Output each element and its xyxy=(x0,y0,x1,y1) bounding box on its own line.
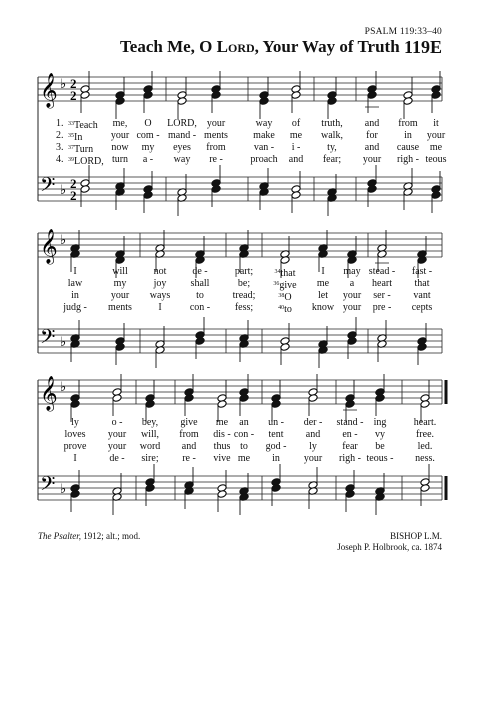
lyric-syllable: fear xyxy=(342,441,358,452)
note-head xyxy=(375,487,385,496)
lyric-syllable: ly xyxy=(309,441,317,452)
note-head xyxy=(377,250,387,259)
note-head xyxy=(145,394,155,403)
lyric-syllable: re - xyxy=(182,453,196,464)
note-head xyxy=(327,194,337,203)
note-head xyxy=(217,394,227,403)
lyric-syllable: let xyxy=(318,290,328,301)
lyric-syllable: joy xyxy=(153,278,167,289)
note-head xyxy=(377,244,387,253)
note-head xyxy=(345,400,355,409)
note-head xyxy=(367,179,377,188)
bass-clef-icon: 𝄢 xyxy=(40,325,56,353)
lyrics-block xyxy=(0,417,480,465)
note-head xyxy=(80,179,90,188)
lyric-syllable: to xyxy=(240,441,248,452)
lyric-syllable: for xyxy=(366,130,378,141)
note-head xyxy=(403,97,413,106)
lyric-syllable: will, xyxy=(140,429,160,440)
verse-number: 3. xyxy=(56,142,64,153)
note-head xyxy=(217,400,227,409)
note-head xyxy=(155,250,165,259)
lyric-syllable: vy xyxy=(375,429,385,440)
note-head xyxy=(345,484,355,493)
note-head xyxy=(70,490,80,499)
note-head xyxy=(291,91,301,100)
lyric-syllable: tread; xyxy=(232,290,256,301)
lyric-syllable: ness. xyxy=(415,453,435,464)
note-head xyxy=(80,185,90,194)
lyric-syllable: and xyxy=(364,118,380,129)
lyric-syllable: prove xyxy=(63,441,87,452)
lyric-syllable: me xyxy=(215,417,229,428)
note-head xyxy=(177,91,187,100)
lyric-syllable: truth, xyxy=(321,118,343,129)
lyric-syllable: be; xyxy=(237,278,251,289)
lyric-syllable: my xyxy=(141,142,155,153)
note-head xyxy=(431,85,441,94)
note-head xyxy=(318,346,328,355)
note-head xyxy=(184,388,194,397)
note-head xyxy=(115,250,125,259)
title-lord: Lord xyxy=(216,37,255,56)
note-head xyxy=(308,481,318,490)
note-head xyxy=(259,97,269,106)
note-head xyxy=(327,91,337,100)
lyric-syllable: teous xyxy=(425,154,447,165)
note-head xyxy=(420,400,430,409)
lyric-syllable: heart. xyxy=(413,417,437,428)
note-head xyxy=(143,185,153,194)
note-head xyxy=(115,97,125,106)
lyric-syllable: make xyxy=(253,130,275,141)
lyric-syllable: it xyxy=(433,118,439,129)
lyric-syllable: vive xyxy=(213,453,231,464)
note-head xyxy=(239,250,249,259)
note-head xyxy=(280,337,290,346)
time-signature: 2 xyxy=(70,188,77,203)
note-head xyxy=(239,334,249,343)
note-head xyxy=(115,337,125,346)
note-head xyxy=(112,487,122,496)
lyrics-block xyxy=(0,266,480,314)
note-head xyxy=(403,188,413,197)
lyric-syllable: a xyxy=(349,278,355,289)
time-signature: 2 xyxy=(70,76,77,91)
note-head xyxy=(195,256,205,265)
lyric-syllable: way xyxy=(255,118,273,129)
note-head xyxy=(318,340,328,349)
bass-clef-icon: 𝄢 xyxy=(40,173,56,201)
lyric-syllable: free. xyxy=(415,429,435,440)
lyric-syllable: may xyxy=(343,266,361,277)
note-head xyxy=(347,250,357,259)
flat-icon: ♭ xyxy=(60,482,67,497)
note-head xyxy=(271,484,281,493)
scripture-verse-number: 35 xyxy=(68,133,74,139)
lyric-syllable: teous - xyxy=(366,453,394,464)
note-head xyxy=(375,394,385,403)
lyric-syllable: law xyxy=(67,278,83,289)
lyric-text: Teach xyxy=(74,120,98,131)
lyric-syllable: I xyxy=(73,453,77,464)
lyric-syllable: and xyxy=(181,441,197,452)
lyric-syllable: in xyxy=(71,290,79,301)
note-head xyxy=(431,185,441,194)
lyric-syllable: fast - xyxy=(411,266,433,277)
lyric-syllable: stand - xyxy=(336,417,364,428)
note-head xyxy=(420,478,430,487)
lyric-syllable: your xyxy=(110,130,130,141)
note-head xyxy=(115,343,125,352)
note-head xyxy=(217,490,227,499)
lyric-syllable: dis - xyxy=(213,429,231,440)
lyric-syllable: ty, xyxy=(327,142,337,153)
note-head xyxy=(112,388,122,397)
lyric-syllable: word xyxy=(139,441,161,452)
lyric-syllable: stead - xyxy=(368,266,396,277)
time-signature: 2 xyxy=(70,88,77,103)
lyric-syllable: a - xyxy=(142,154,154,165)
note-head xyxy=(377,334,387,343)
lyric-syllable: $^{36}$give xyxy=(273,280,297,291)
lyric-syllable: com - xyxy=(136,130,160,141)
lyric-syllable: an xyxy=(239,417,249,428)
lyric-syllable: your xyxy=(342,302,362,313)
note-head xyxy=(259,182,269,191)
note-head xyxy=(431,91,441,100)
lyric-syllable: re - xyxy=(209,154,223,165)
lyric-syllable: judg - xyxy=(63,302,87,313)
note-head xyxy=(155,340,165,349)
note-head xyxy=(155,244,165,253)
note-head xyxy=(417,256,427,265)
lyric-syllable: ser - xyxy=(373,290,391,301)
note-head xyxy=(347,337,357,346)
lyric-syllable: mand - xyxy=(167,130,197,141)
lyric-syllable: me xyxy=(316,278,330,289)
note-head xyxy=(308,388,318,397)
lyric-syllable: from xyxy=(398,118,418,129)
lyric-syllable: know xyxy=(311,302,335,313)
note-head xyxy=(417,250,427,259)
note-head xyxy=(259,91,269,100)
lyric-syllable: in xyxy=(272,453,280,464)
note-head xyxy=(239,487,249,496)
note-head xyxy=(70,244,80,253)
flat-icon: ♭ xyxy=(60,183,67,198)
lyric-syllable: $^{34}$that xyxy=(274,268,296,279)
note-head xyxy=(259,188,269,197)
note-head xyxy=(195,331,205,340)
time-signature: 2 xyxy=(70,176,77,191)
note-head xyxy=(211,91,221,100)
lyric-syllable: O xyxy=(144,118,152,129)
note-head xyxy=(145,400,155,409)
note-head xyxy=(70,250,80,259)
note-head xyxy=(347,331,357,340)
note-head xyxy=(184,487,194,496)
lyric-syllable: vant xyxy=(413,290,431,301)
lyric-syllable: led. xyxy=(417,441,433,452)
lyric-syllable xyxy=(68,154,104,168)
note-head xyxy=(280,250,290,259)
lyric-syllable: me xyxy=(289,130,303,141)
note-head xyxy=(367,85,377,94)
note-head xyxy=(271,394,281,403)
note-head xyxy=(271,400,281,409)
note-head xyxy=(155,346,165,355)
lyric-syllable: der - xyxy=(303,417,323,428)
note-head xyxy=(327,97,337,106)
lyric-syllable: $^{40}$to xyxy=(278,304,292,315)
note-head xyxy=(239,493,249,502)
lyric-syllable: me xyxy=(429,142,443,153)
lyric-text: LORD, xyxy=(74,156,104,167)
verse-number: 2. xyxy=(56,130,64,141)
note-head xyxy=(115,256,125,265)
text-credit xyxy=(38,531,140,541)
verse-number: 1. xyxy=(56,118,64,129)
flat-icon: ♭ xyxy=(60,380,67,395)
flat-icon: ♭ xyxy=(60,335,67,350)
lyric-syllable: tent xyxy=(268,429,284,440)
lyric-syllable: way xyxy=(173,154,191,165)
lyric-syllable: your xyxy=(107,441,127,452)
lyric-syllable: your xyxy=(426,130,446,141)
note-head xyxy=(211,85,221,94)
lyric-syllable: your xyxy=(362,154,382,165)
note-head xyxy=(291,185,301,194)
lyric-syllable: fess; xyxy=(234,302,254,313)
note-head xyxy=(347,256,357,265)
lyric-syllable: from xyxy=(206,142,226,153)
lyric-syllable: in xyxy=(404,130,412,141)
note-head xyxy=(239,394,249,403)
note-head xyxy=(211,179,221,188)
treble-clef-icon: 𝄞 xyxy=(40,73,58,108)
lyric-syllable: LORD, xyxy=(167,118,197,129)
tune-name: BISHOP L.M. xyxy=(390,531,442,541)
note-head xyxy=(211,185,221,194)
note-head xyxy=(291,191,301,200)
scripture-verse-number: 39 xyxy=(68,157,74,163)
note-head xyxy=(403,91,413,100)
treble-clef-icon: 𝄞 xyxy=(40,376,58,411)
lyric-syllable: and xyxy=(364,142,380,153)
note-head xyxy=(420,394,430,403)
note-head xyxy=(112,493,122,502)
note-head xyxy=(327,188,337,197)
lyric-syllable: will xyxy=(112,266,128,277)
note-head xyxy=(115,188,125,197)
note-head xyxy=(112,394,122,403)
note-head xyxy=(143,85,153,94)
note-head xyxy=(143,91,153,100)
note-head xyxy=(195,337,205,346)
lyric-syllable: of xyxy=(291,118,301,129)
note-head xyxy=(431,191,441,200)
note-head xyxy=(115,91,125,100)
scripture-verse-number: 33 xyxy=(68,121,74,127)
lyric-syllable: your xyxy=(110,290,130,301)
note-head xyxy=(70,334,80,343)
title-pre: Teach Me, O xyxy=(120,37,217,56)
lyric-syllable: my xyxy=(113,278,127,289)
note-head xyxy=(217,484,227,493)
lyric-syllable: your xyxy=(206,118,226,129)
flat-icon: ♭ xyxy=(60,77,67,92)
lyrics-block xyxy=(0,118,480,166)
note-head xyxy=(308,394,318,403)
lyric-syllable: from xyxy=(179,429,199,440)
note-head xyxy=(195,250,205,259)
note-head xyxy=(177,194,187,203)
note-head xyxy=(280,256,290,265)
note-head xyxy=(70,484,80,493)
note-head xyxy=(177,97,187,106)
lyric-syllable: now xyxy=(111,142,129,153)
lyric-syllable: fear; xyxy=(322,154,342,165)
note-head xyxy=(271,478,281,487)
note-head xyxy=(403,182,413,191)
lyric-text: In xyxy=(74,132,83,143)
lyric-syllable: van - xyxy=(253,142,275,153)
lyric-syllable: ing xyxy=(373,417,387,428)
note-head xyxy=(239,244,249,253)
note-head xyxy=(318,250,328,259)
note-head xyxy=(143,191,153,200)
note-head xyxy=(80,85,90,94)
text-source: The Psalter, xyxy=(38,531,82,541)
note-head xyxy=(308,487,318,496)
note-head xyxy=(145,478,155,487)
lyric-syllable: con - xyxy=(233,429,255,440)
composer: Joseph P. Holbrook, ca. 1874 xyxy=(337,542,442,552)
note-head xyxy=(80,91,90,100)
note-head xyxy=(239,388,249,397)
note-head xyxy=(145,484,155,493)
lyric-syllable: i - xyxy=(291,142,301,153)
lyric-syllable: your xyxy=(342,290,362,301)
note-head xyxy=(184,481,194,490)
lyric-syllable: that xyxy=(414,278,430,289)
lyric-syllable: be xyxy=(375,441,385,452)
note-head xyxy=(70,394,80,403)
verse-number: 4. xyxy=(56,154,64,165)
note-head xyxy=(318,244,328,253)
lyric-syllable: and xyxy=(288,154,304,165)
lyric-syllable: en - xyxy=(342,429,358,440)
lyric-syllable: ments xyxy=(108,302,132,313)
note-head xyxy=(177,188,187,197)
lyric-syllable: righ - xyxy=(339,453,361,464)
hymn-number: 119E xyxy=(403,37,442,57)
lyric-syllable: bey, xyxy=(141,417,159,428)
lyric-syllable: ments xyxy=(204,130,228,141)
lyric-syllable: $^{38}$O xyxy=(278,292,292,303)
lyric-syllable: proach xyxy=(250,154,278,165)
lyric-syllable: cepts xyxy=(411,302,433,313)
lyric-syllable: shall xyxy=(190,278,210,289)
lyric-syllable: de - xyxy=(109,453,125,464)
lyric-syllable: give xyxy=(180,417,198,428)
lyric-syllable: loves xyxy=(64,429,86,440)
lyric-syllable: sire; xyxy=(141,453,159,464)
lyric-text: Turn xyxy=(74,144,94,155)
note-head xyxy=(70,340,80,349)
lyric-syllable: I xyxy=(73,266,77,277)
lyric-syllable: o - xyxy=(111,417,123,428)
lyric-syllable: me xyxy=(237,453,251,464)
lyric-syllable: me, xyxy=(112,118,128,129)
lyric-syllable: god - xyxy=(265,441,287,452)
lyric-syllable: ly xyxy=(71,417,79,428)
note-head xyxy=(375,493,385,502)
note-head xyxy=(367,91,377,100)
lyric-syllable: walk, xyxy=(321,130,343,141)
lyric-syllable: ways xyxy=(149,290,171,301)
lyric-syllable: heart xyxy=(372,278,392,289)
lyric-syllable: turn xyxy=(111,154,129,165)
lyric-syllable: pre - xyxy=(372,302,392,313)
title-post: , Your Way of Truth xyxy=(254,37,400,56)
lyric-syllable: cause xyxy=(396,142,420,153)
lyric-syllable: part; xyxy=(234,266,254,277)
lyric-syllable: and xyxy=(305,429,321,440)
lyric-syllable: righ - xyxy=(397,154,419,165)
note-head xyxy=(184,394,194,403)
bass-clef-icon: 𝄢 xyxy=(40,472,56,500)
note-head xyxy=(345,490,355,499)
lyric-syllable: your xyxy=(303,453,323,464)
lyric-syllable: un - xyxy=(268,417,284,428)
text-source-rest: 1912; alt.; mod. xyxy=(81,531,141,541)
note-head xyxy=(417,343,427,352)
note-head xyxy=(115,182,125,191)
lyric-syllable: to xyxy=(196,290,204,301)
note-head xyxy=(239,340,249,349)
lyric-syllable: de - xyxy=(192,266,208,277)
note-head xyxy=(280,343,290,352)
flat-icon: ♭ xyxy=(60,233,67,248)
lyric-syllable: con - xyxy=(189,302,211,313)
tune-credit xyxy=(337,531,442,553)
note-head xyxy=(291,85,301,94)
note-head xyxy=(377,340,387,349)
lyric-syllable: your xyxy=(107,429,127,440)
hymn-title xyxy=(120,37,400,57)
lyric-syllable: I xyxy=(321,266,325,277)
scripture-verse-number: 37 xyxy=(68,145,74,151)
note-head xyxy=(367,185,377,194)
note-head xyxy=(70,400,80,409)
lyric-syllable: eyes xyxy=(173,142,191,153)
lyric-syllable: thus xyxy=(213,441,231,452)
psalm-reference: PSALM 119:33–40 xyxy=(364,27,442,37)
note-head xyxy=(345,394,355,403)
note-head xyxy=(420,484,430,493)
note-head xyxy=(417,337,427,346)
lyric-syllable: not xyxy=(153,266,167,277)
note-head xyxy=(375,388,385,397)
lyric-syllable: I xyxy=(158,302,162,313)
treble-clef-icon: 𝄞 xyxy=(40,229,58,264)
